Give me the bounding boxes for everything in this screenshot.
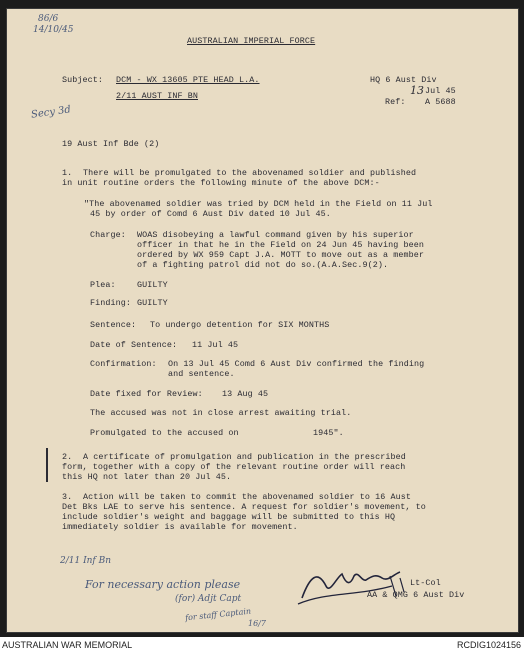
accused-status: The accused was not in close arrest awaiting trial.: [90, 408, 352, 418]
date-of-sentence-value: 11 Jul 45: [192, 340, 239, 350]
para1-line-1: There will be promulgated to the abovenamed soldier and published: [83, 168, 417, 178]
hq-designation: HQ 6 Aust Div: [370, 75, 437, 85]
signatory-appointment: AA & QMG 6 Aust Div: [367, 590, 465, 600]
charge-line-2: officer in that he in the Field on 24 Jun 45 having been: [137, 240, 425, 250]
handwritten-adjt-note: (for) Adjt Capt: [175, 594, 242, 604]
finding-value: GUILTY: [137, 298, 168, 308]
para3-line-4: immediately soldier is available for movement.: [62, 522, 298, 532]
promulgated-value: 1945".: [313, 428, 344, 438]
finding-label: Finding:: [90, 298, 132, 308]
footer-record-id: RCDIG1024156: [456, 640, 521, 650]
para1-number: 1.: [62, 168, 73, 178]
subject-label: Subject:: [62, 75, 104, 85]
confirmation-label: Confirmation:: [90, 359, 157, 369]
margin-marker-line: [46, 448, 48, 482]
para3-number: 3.: [62, 492, 73, 502]
promulgated-label: Promulgated to the accused on: [90, 428, 239, 438]
para2-line-3: this HQ not later than 20 Jul 45.: [62, 472, 232, 482]
plea-value: GUILTY: [137, 280, 168, 290]
ref-label: Ref:: [385, 97, 406, 107]
subject-line-1: DCM - WX 13605 PTE HEAD L.A.: [116, 75, 260, 85]
confirmation-line-1: On 13 Jul 45 Comd 6 Aust Div confirmed the finding: [168, 359, 425, 369]
handwritten-date-bottom: 16/7: [248, 619, 266, 628]
ref-value: A 5688: [425, 97, 456, 107]
document-title: AUSTRALIAN IMPERIAL FORCE: [187, 36, 316, 46]
para1-line-2: in unit routine orders the following minute of the above DCM:-: [62, 178, 380, 188]
review-label: Date fixed for Review:: [90, 389, 203, 399]
handwritten-margin-note: Secy 3d: [30, 104, 72, 121]
review-value: 13 Aug 45: [222, 389, 269, 399]
signature-scrawl: [296, 556, 426, 610]
para3-line-2: Det Bks LAE to serve his sentence. A request for soldier's movement, to: [62, 502, 426, 512]
charge-line-1: WOAS disobeying a lawful command given by his superior: [137, 230, 414, 240]
charge-label: Charge:: [90, 230, 126, 240]
addressee: 19 Aust Inf Bde (2): [62, 139, 160, 149]
minute-line-1: "The abovenamed soldier was tried by DCM held in the Field on 11 Jul: [84, 199, 433, 209]
para2-number: 2.: [62, 452, 73, 462]
header-date: Jul 45: [425, 86, 456, 96]
plea-label: Plea:: [90, 280, 116, 290]
footer-institution: AUSTRALIAN WAR MEMORIAL: [2, 640, 133, 650]
charge-line-4: of a fighting patrol did not do so.(A.A.Sec.9(2).: [137, 260, 389, 270]
confirmation-line-2: and sentence.: [168, 369, 235, 379]
para2-line-1: A certificate of promulgation and publication in the prescribed: [83, 452, 406, 462]
date-of-sentence-label: Date of Sentence:: [90, 340, 178, 350]
charge-line-3: ordered by WX 959 Capt J.A. MOTT to move out as a member: [137, 250, 425, 260]
subject-line-2: 2/11 AUST INF BN: [116, 91, 199, 101]
sentence-label: Sentence:: [90, 320, 137, 330]
signatory-rank: Lt-Col: [410, 578, 441, 588]
handwritten-staff-note: for staff Captain: [184, 606, 252, 623]
handwritten-action-note: For necessary action please: [85, 578, 241, 591]
minute-line-2: 45 by order of Comd 6 Aust Div dated 10 Jul 45.: [90, 209, 331, 219]
archive-footer: [0, 637, 524, 654]
handwritten-date-note: 14/10/45: [33, 25, 74, 35]
handwritten-unit-note: 2/11 Inf Bn: [60, 556, 112, 566]
sentence-value: To undergo detention for SIX MONTHS: [150, 320, 330, 330]
para3-line-3: include soldier's weight and baggage will be submitted to this HQ: [62, 512, 396, 522]
para3-line-1: Action will be taken to commit the abovenamed soldier to 16 Aust: [83, 492, 412, 502]
para2-line-2: form, together with a copy of the relevant routine order will reach: [62, 462, 406, 472]
handwritten-date-day: 13: [410, 84, 424, 97]
handwritten-file-number: 86/6: [38, 14, 59, 24]
